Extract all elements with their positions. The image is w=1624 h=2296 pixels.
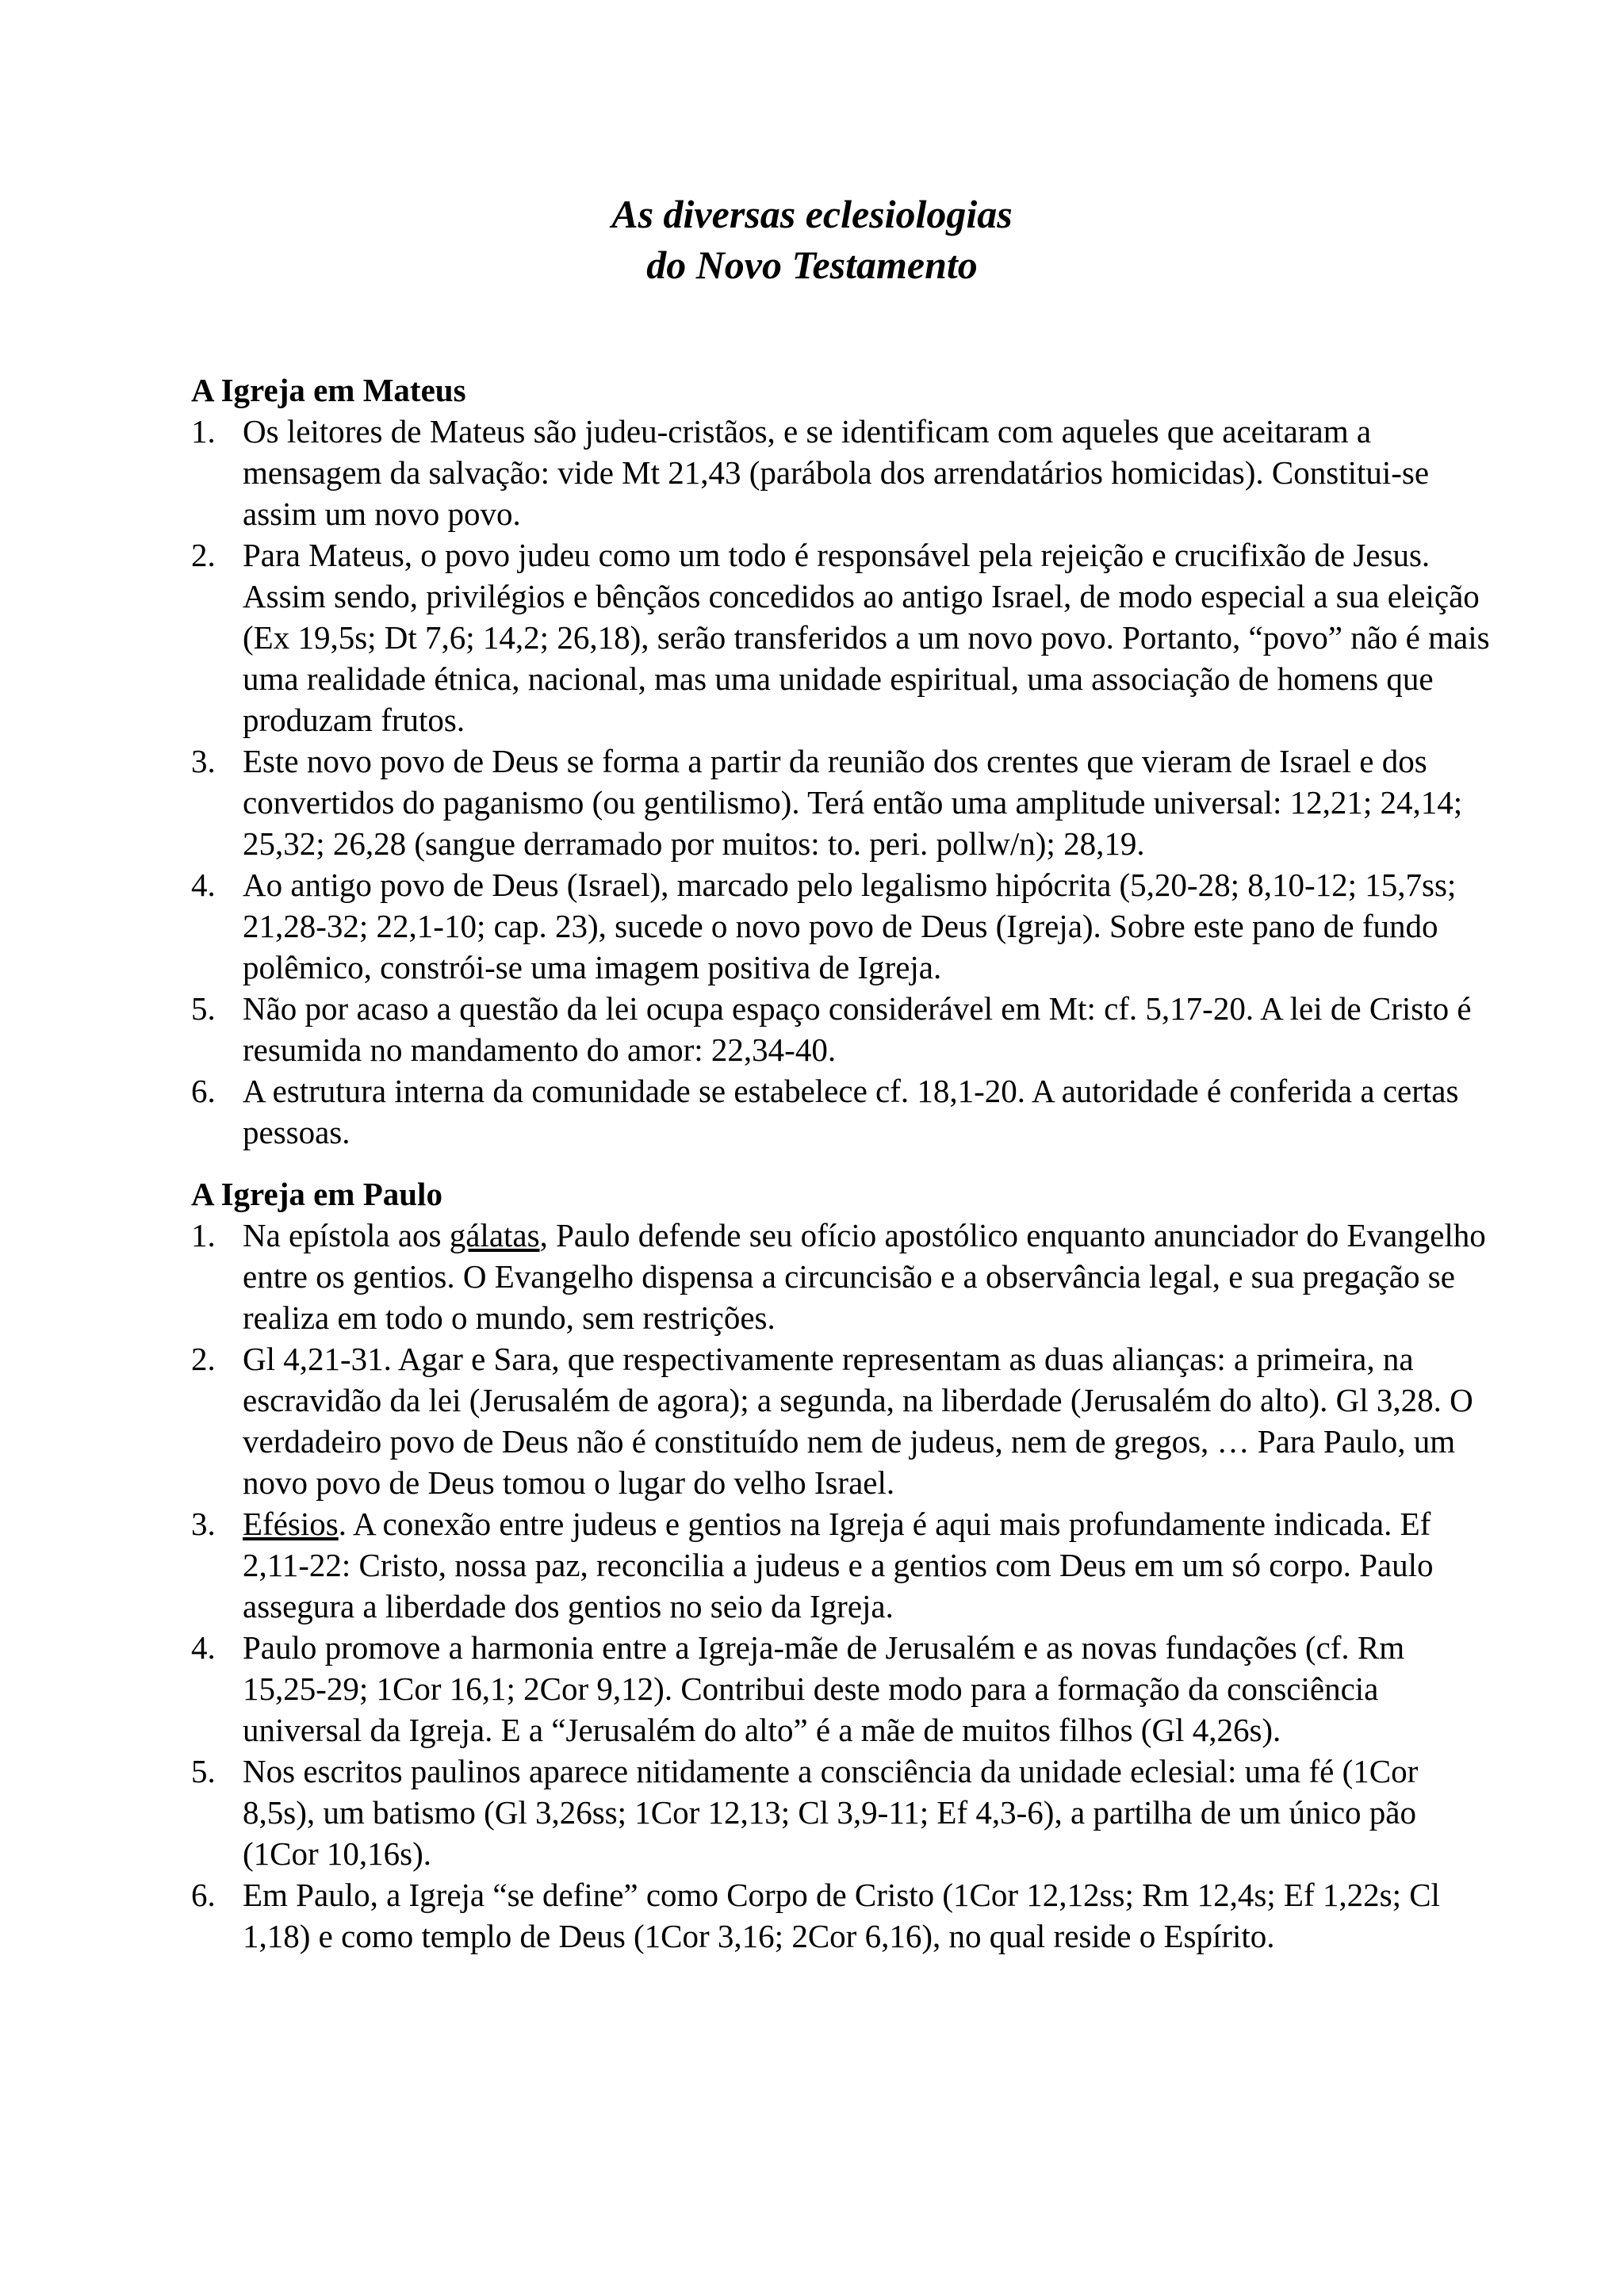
paulo-item-6 [191, 1874, 1492, 1957]
underlined-term-efesios: Efésios [243, 1506, 339, 1542]
section-heading-mateus: A Igreja em Mateus [191, 372, 466, 408]
item-text: Não por acaso a questão da lei ocupa espaço considerável em Mt: cf. 5,17-20. A lei de Cristo é resumida no mandamento do amor: 22,34-40. [243, 990, 1472, 1068]
item-number: 5. [191, 1753, 216, 1789]
mateus-item-5 [191, 988, 1492, 1070]
item-text: Gl 4,21-31. Agar e Sara, que respectivamente representam as duas alianças: a primeira, na escravidão da lei (Jerusalém de agora); a segunda, na liberdade (Jerusalém do alto). Gl 3,28. O verdadeiro povo de Deus não é constituído nem de judeus, nem de gregos, … Para Paulo, um novo povo de Deus tomou o lugar do velho Israel. [243, 1341, 1473, 1501]
item-number: 1. [191, 1217, 216, 1253]
paulo-item-2 [191, 1338, 1492, 1503]
item-number: 4. [191, 1629, 216, 1666]
mateus-item-6 [191, 1070, 1492, 1153]
item-text: Este novo povo de Deus se forma a partir da reunião dos crentes que vieram de Israel e dos convertidos do paganismo (ou gentilismo). Terá então uma amplitude universal: 12,21; 24,14; 25,32; 26,28 (sangue derramado por muitos: to. peri. pollw/n); 28,19. [243, 743, 1463, 862]
section-heading-paulo: A Igreja em Paulo [191, 1176, 442, 1212]
item-text-post: , Paulo defende seu ofício apostólico enquanto anunciador do Evangelho entre os gentios. O Evangelho dispensa a circuncisão e a observância legal, e sua pregação se realiza em todo o mundo, sem restrições. [243, 1217, 1486, 1336]
item-text: Paulo promove a harmonia entre a Igreja-mãe de Jerusalém e as novas fundações (cf. Rm 15,25-29; 1Cor 16,1; 2Cor 9,12). Contribui deste modo para a formação da consciência universal da Igreja. E a “Jerusalém do alto” é a mãe de muitos filhos (Gl 4,26s). [243, 1629, 1405, 1748]
mateus-item-1 [191, 411, 1492, 534]
item-number: 3. [191, 1506, 216, 1542]
mateus-item-3 [191, 740, 1492, 864]
mateus-item-2 [191, 534, 1492, 740]
item-text-post: . A conexão entre judeus e gentios na Igreja é aqui mais profundamente indicada. Ef 2,11-22: Cristo, nossa paz, reconcilia a judeus e a gentios com Deus em um só corpo. Paulo assegura a liberdade dos gentios no seio da Igreja. [243, 1506, 1434, 1624]
paulo-item-4 [191, 1627, 1492, 1751]
item-number: 4. [191, 867, 216, 903]
document-title-line-2: do Novo Testamento [646, 243, 978, 287]
item-number: 2. [191, 537, 216, 573]
item-text: Ao antigo povo de Deus (Israel), marcado pelo legalismo hipócrita (5,20-28; 8,10-12; 15,7ss; 21,28-32; 22,1-10; cap. 23), sucede o novo povo de Deus (Igreja). Sobre este pano de fundo polêmico, constrói-se uma imagem positiva de Igreja. [243, 867, 1457, 985]
item-text: A estrutura interna da comunidade se estabelece cf. 18,1-20. A autoridade é conferida a certas pessoas. [243, 1073, 1459, 1150]
section-paulo [191, 1173, 1492, 1957]
item-number: 1. [191, 413, 216, 450]
paulo-item-3 [191, 1503, 1492, 1627]
section-mateus [191, 369, 1492, 1153]
paulo-item-5 [191, 1751, 1492, 1874]
paulo-list [191, 1215, 1492, 1957]
item-text-pre: Na epístola aos [243, 1217, 450, 1253]
item-text: Para Mateus, o povo judeu como um todo é responsável pela rejeição e crucifixão de Jesus. Assim sendo, privilégios e bênçãos concedidos ao antigo Israel, de modo especial a sua eleição (Ex 19,5s; Dt 7,6; 14,2; 26,18), serão transferidos a um novo povo. Portanto, “povo” não é mais uma realidade étnica, nacional, mas uma unidade espiritual, uma associação de homens que produzam frutos. [243, 537, 1490, 738]
item-text: Nos escritos paulinos aparece nitidamente a consciência da unidade eclesial: uma fé (1Cor 8,5s), um batismo (Gl 3,26ss; 1Cor 12,13; Cl 3,9-11; Ef 4,3-6), a partilha de um único pão (1Cor 10,16s). [243, 1753, 1419, 1872]
mateus-list [191, 411, 1492, 1153]
item-number: 5. [191, 990, 216, 1027]
document-title-line-1: As diversas eclesiologias [611, 192, 1013, 236]
item-text: Os leitores de Mateus são judeu-cristãos, e se identificam com aqueles que aceitaram a mensagem da salvação: vide Mt 21,43 (parábola dos arrendatários homicidas). Constitui-se assim um novo povo. [243, 413, 1430, 532]
item-number: 3. [191, 743, 216, 779]
paulo-item-1 [191, 1215, 1492, 1338]
item-number: 2. [191, 1341, 216, 1377]
item-number: 6. [191, 1073, 216, 1109]
item-text: Em Paulo, a Igreja “se define” como Corpo de Cristo (1Cor 12,12ss; Rm 12,4s; Ef 1,22s; Cl 1,18) e como templo de Deus (1Cor 3,16; 2Cor 6,16), no qual reside o Espírito. [243, 1877, 1440, 1954]
item-number: 6. [191, 1877, 216, 1913]
underlined-term-galatas: gálatas [449, 1217, 540, 1253]
mateus-item-4 [191, 864, 1492, 988]
